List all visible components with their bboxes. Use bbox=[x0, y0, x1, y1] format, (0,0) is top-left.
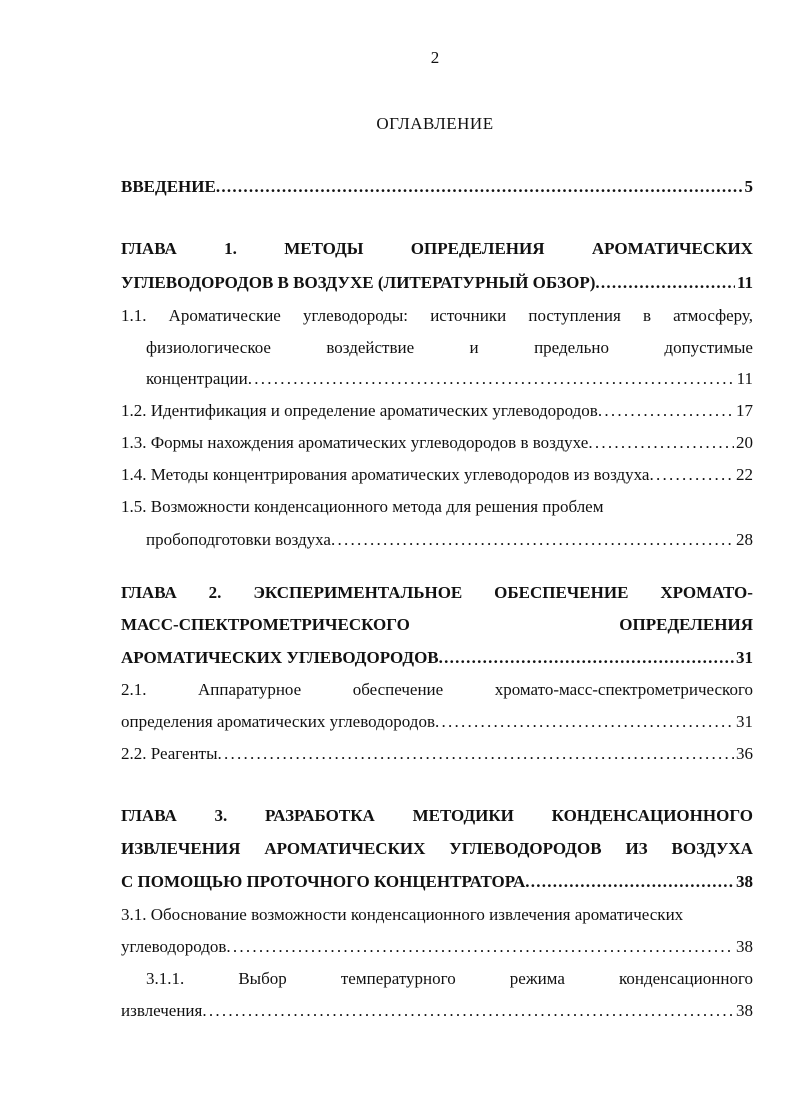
word: МЕТОДЫ bbox=[284, 239, 364, 258]
word: ВОЗДУХА bbox=[671, 839, 753, 858]
word: режима bbox=[509, 969, 565, 988]
toc-title: ОГЛАВЛЕНИЕ bbox=[376, 114, 494, 133]
leader-dots bbox=[588, 432, 734, 454]
word: источники bbox=[430, 306, 507, 325]
toc-entry-label: углеводородов bbox=[121, 937, 227, 956]
word: ЭКСПЕРИМЕНТАЛЬНОЕ bbox=[253, 583, 463, 602]
word: 2.1. bbox=[121, 680, 147, 699]
leader-dots bbox=[226, 936, 734, 958]
word: углеводороды: bbox=[303, 306, 409, 325]
toc-section-1-2[interactable] bbox=[121, 400, 753, 422]
toc-entry-label: 1.5. Возможности конденсационного метода для решения проблем bbox=[121, 497, 604, 516]
word: МЕТОДИКИ bbox=[412, 806, 514, 825]
word: 1. bbox=[224, 239, 237, 258]
word: воздействие bbox=[326, 338, 415, 357]
word: 2. bbox=[208, 583, 222, 602]
word: температурного bbox=[340, 969, 456, 988]
word: 3.1.1. bbox=[146, 969, 185, 988]
word: конденсационного bbox=[618, 969, 753, 988]
word: Ароматические bbox=[168, 306, 281, 325]
toc-page-number: 5 bbox=[744, 177, 753, 196]
leader-dots bbox=[649, 464, 734, 486]
word: ОПРЕДЕЛЕНИЯ bbox=[410, 239, 545, 258]
toc-chapter-2-line2[interactable] bbox=[121, 614, 753, 636]
toc-section-2-1-line1[interactable] bbox=[121, 679, 753, 701]
toc-page-number: 11 bbox=[736, 369, 753, 388]
toc-entry-label: 2.2. Реагенты bbox=[121, 744, 218, 763]
toc-entry-intro[interactable] bbox=[121, 176, 753, 198]
toc-section-3-1-line1[interactable] bbox=[121, 904, 753, 926]
word: ГЛАВА bbox=[121, 583, 177, 602]
toc-entry-label: 1.2. Идентификация и определение ароматических углеводородов bbox=[121, 401, 598, 420]
toc-entry-label: пробоподготовки воздуха bbox=[146, 530, 331, 549]
toc-entry-label: 3.1. Обоснование возможности конденсационного извлечения ароматических bbox=[121, 905, 684, 924]
leader-dots bbox=[218, 743, 734, 765]
toc-section-1-4[interactable] bbox=[121, 464, 753, 486]
toc-section-1-5-line2[interactable] bbox=[146, 529, 753, 551]
leader-dots bbox=[439, 647, 734, 669]
toc-chapter-3-line2[interactable] bbox=[121, 838, 753, 860]
word: РАЗРАБОТКА bbox=[265, 806, 375, 825]
toc-page-number: 11 bbox=[736, 273, 753, 292]
leader-dots bbox=[598, 400, 734, 422]
toc-entry-label: АРОМАТИЧЕСКИХ УГЛЕВОДОРОДОВ bbox=[121, 648, 439, 667]
word: МАСС-СПЕКТРОМЕТРИЧЕСКОГО bbox=[121, 615, 410, 634]
toc-entry-label: С ПОМОЩЬЮ ПРОТОЧНОГО КОНЦЕНТРАТОРА bbox=[121, 872, 526, 891]
toc-section-1-1-line1[interactable] bbox=[121, 305, 753, 327]
word: атмосферу, bbox=[673, 306, 753, 325]
toc-entry-label: ВВЕДЕНИЕ bbox=[121, 177, 216, 196]
toc-entry-label: определения ароматических углеводородов bbox=[121, 712, 435, 731]
word: КОНДЕНСАЦИОННОГО bbox=[551, 806, 753, 825]
toc-page-number: 38 bbox=[736, 1001, 753, 1020]
toc-entry-label: концентрации bbox=[146, 369, 248, 388]
toc-page-number: 31 bbox=[736, 648, 753, 667]
leader-dots bbox=[248, 368, 735, 390]
toc-chapter-3-line1[interactable] bbox=[121, 805, 753, 827]
word: Выбор bbox=[238, 969, 287, 988]
toc-chapter-1-line1[interactable] bbox=[121, 238, 753, 260]
toc-section-1-5-line1[interactable] bbox=[121, 496, 753, 518]
word: ИЗВЛЕЧЕНИЯ bbox=[121, 839, 241, 858]
toc-entry-label: УГЛЕВОДОРОДОВ В ВОЗДУХЕ (ЛИТЕРАТУРНЫЙ ОБЗОР) bbox=[121, 273, 596, 292]
page-number: 2 bbox=[430, 48, 440, 67]
toc-chapter-2-line3[interactable] bbox=[121, 647, 753, 669]
word: в bbox=[642, 306, 651, 325]
toc-chapter-3-line3[interactable] bbox=[121, 871, 753, 893]
leader-dots bbox=[595, 272, 735, 294]
toc-page-number: 31 bbox=[736, 712, 753, 731]
toc-section-1-1-line3[interactable] bbox=[146, 368, 753, 390]
toc-page-number: 22 bbox=[736, 465, 753, 484]
word: ИЗ bbox=[625, 839, 648, 858]
toc-entry-label: 1.3. Формы нахождения ароматических углеводородов в воздухе bbox=[121, 433, 589, 452]
word: 3. bbox=[214, 806, 228, 825]
word: допустимые bbox=[664, 338, 753, 357]
toc-chapter-1-line2[interactable] bbox=[121, 272, 753, 294]
toc-section-3-1-line2[interactable] bbox=[121, 936, 753, 958]
word: предельно bbox=[534, 338, 610, 357]
toc-page-number: 38 bbox=[736, 872, 753, 891]
toc-page-number: 28 bbox=[736, 530, 753, 549]
toc-page-number: 17 bbox=[736, 401, 753, 420]
leader-dots bbox=[331, 529, 734, 551]
leader-dots bbox=[525, 871, 734, 893]
word: ХРОМАТО- bbox=[660, 583, 753, 602]
word: ОПРЕДЕЛЕНИЯ bbox=[619, 615, 753, 634]
toc-section-3-1-1-line1[interactable] bbox=[146, 968, 753, 990]
word: 1.1. bbox=[121, 306, 147, 325]
word: УГЛЕВОДОРОДОВ bbox=[449, 839, 602, 858]
toc-chapter-2-line1[interactable] bbox=[121, 582, 753, 604]
toc-section-3-1-1-line2[interactable] bbox=[121, 1000, 753, 1022]
word: АРОМАТИЧЕСКИХ bbox=[591, 239, 753, 258]
word: поступления bbox=[528, 306, 621, 325]
word: ОБЕСПЕЧЕНИЕ bbox=[494, 583, 629, 602]
word: Аппаратурное bbox=[198, 680, 302, 699]
toc-section-2-1-line2[interactable] bbox=[121, 711, 753, 733]
toc-entry-label: 1.4. Методы концентрирования ароматических углеводородов из воздуха bbox=[121, 465, 650, 484]
toc-section-2-2[interactable] bbox=[121, 743, 753, 765]
toc-section-1-1-line2[interactable] bbox=[146, 337, 753, 359]
word: обеспечение bbox=[352, 680, 444, 699]
toc-page-number: 20 bbox=[736, 433, 753, 452]
word: и bbox=[469, 338, 479, 357]
word: ГЛАВА bbox=[121, 239, 177, 258]
toc-entry-label: извлечения bbox=[121, 1001, 203, 1020]
word: АРОМАТИЧЕСКИХ bbox=[264, 839, 426, 858]
word: физиологическое bbox=[146, 338, 271, 357]
toc-section-1-3[interactable] bbox=[121, 432, 753, 454]
toc-page-number: 36 bbox=[736, 744, 753, 763]
leader-dots bbox=[216, 176, 743, 198]
word: хромато-масс-спектрометрического bbox=[494, 680, 753, 699]
toc-page-number: 38 bbox=[736, 937, 753, 956]
leader-dots bbox=[435, 711, 734, 733]
word: ГЛАВА bbox=[121, 806, 177, 825]
leader-dots bbox=[202, 1000, 734, 1022]
